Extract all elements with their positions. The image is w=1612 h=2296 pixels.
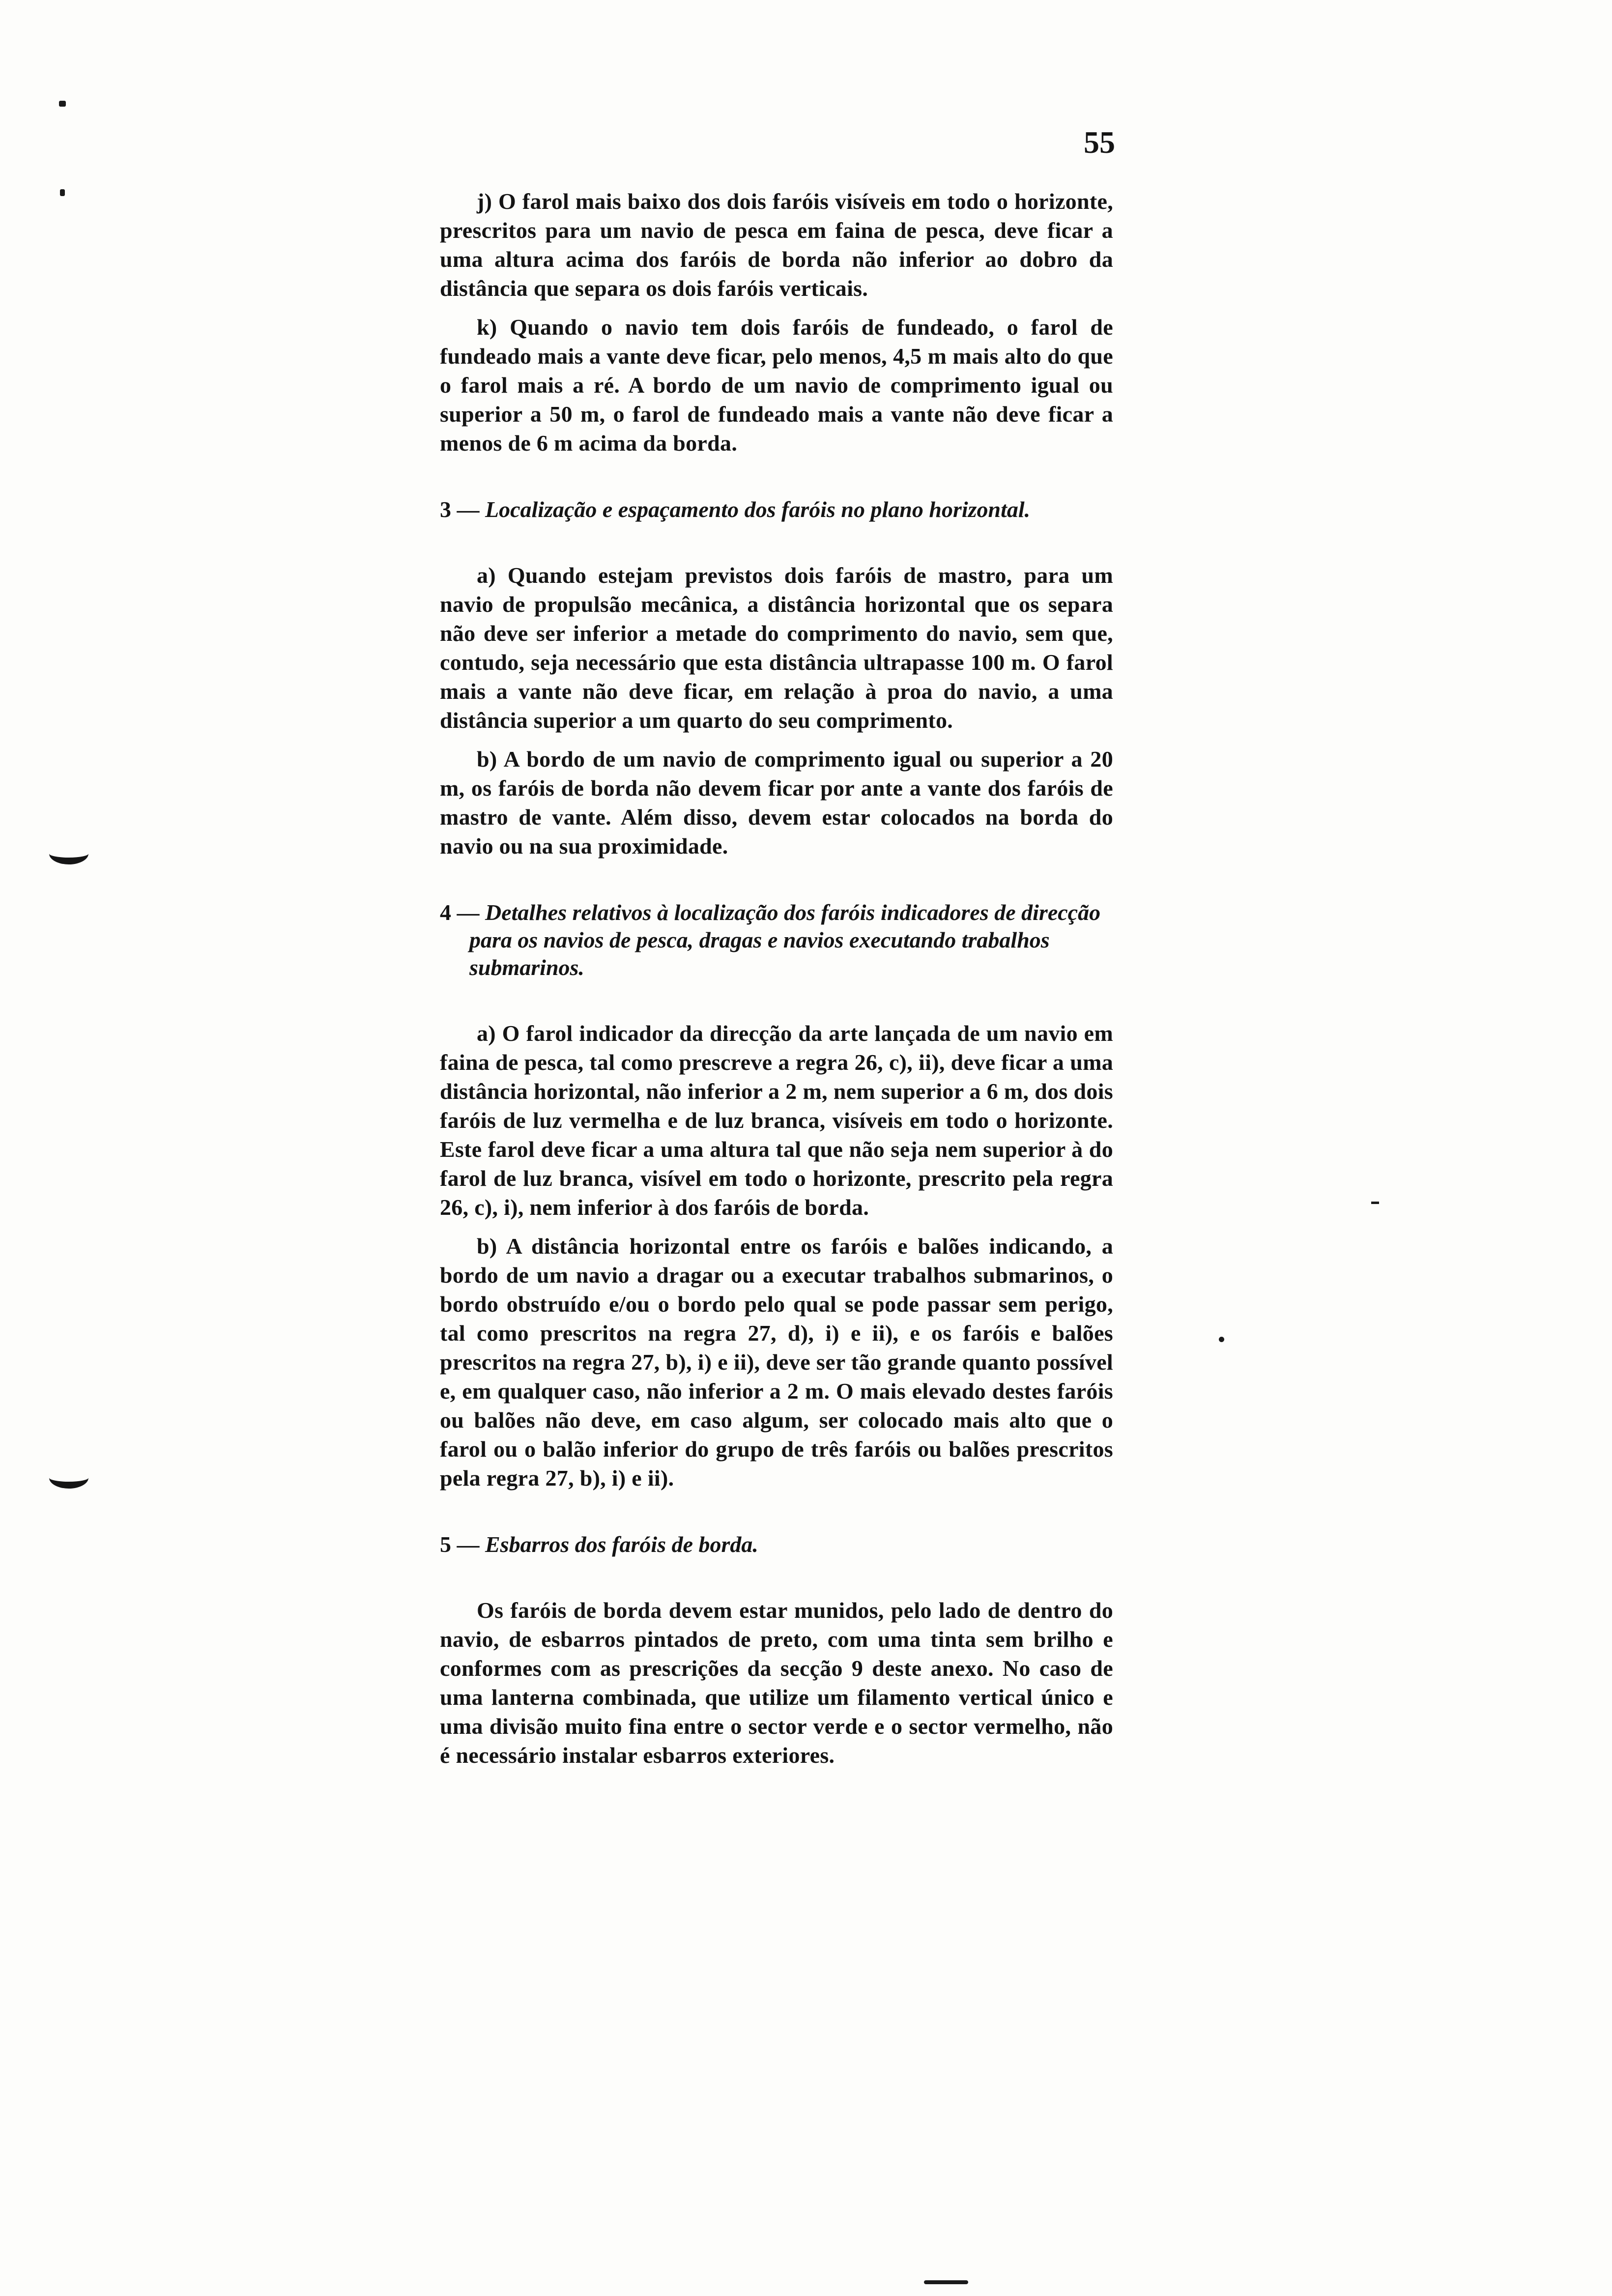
section-number: 5 — bbox=[440, 1532, 485, 1557]
section-number: 3 — bbox=[440, 497, 485, 522]
section-title: Localização e espaçamento dos faróis no plano horizontal. bbox=[485, 497, 1031, 522]
scan-mark bbox=[924, 2280, 968, 2284]
scan-mark bbox=[60, 189, 65, 196]
section-number: 4 — bbox=[440, 900, 485, 925]
paragraph-5: Os faróis de borda devem estar munidos, pelo lado de dentro do navio, de esbarros pintados de preto, com uma tinta sem brilho e conformes com as prescrições da secção 9 deste anexo. No caso de uma lanterna combinada, que utilize um filamento vertical único e uma divisão muito fina entre o sector verde e o sector vermelho, não é necessário instalar esbarros exteriores. bbox=[440, 1598, 1113, 1768]
section-heading-3 bbox=[440, 496, 1113, 523]
page-number: 55 bbox=[1084, 125, 1115, 160]
scan-mark bbox=[1371, 1202, 1379, 1204]
paragraph-3b: b) A bordo de um navio de comprimento igual ou superior a 20 m, os faróis de borda não devem ficar por ante a vante dos faróis de mastro de vante. Além disso, devem estar colocados na borda do navio ou na sua proximidade. bbox=[440, 746, 1113, 859]
paragraph-3a: a) Quando estejam previstos dois faróis de mastro, para um navio de propulsão mecânica, a distância horizontal que os separa não deve ser inferior a metade do comprimento do navio, sem que, contudo, seja necessário que esta distância ultrapasse 100 m. O farol mais a vante não deve ficar, em relação à proa do navio, a uma distância superior a um quarto do seu comprimento. bbox=[440, 563, 1113, 733]
section-title: Esbarros dos faróis de borda. bbox=[485, 1532, 758, 1557]
paragraph-k: k) Quando o navio tem dois faróis de fundeado, o farol de fundeado mais a vante deve ficar, pelo menos, 4,5 m mais alto do que o farol mais a ré. A bordo de um navio de comprimento igual ou superior a 50 m, o farol de fundeado mais a vante não deve ficar a menos de 6 m acima da borda. bbox=[440, 315, 1113, 456]
section-heading-4 bbox=[440, 899, 1113, 981]
paragraph-4a: a) O farol indicador da direcção da arte lançada de um navio em faina de pesca, tal como prescreve a regra 26, c), ii), deve ficar a uma distância horizontal, não inferior a 2 m, nem superior a 6 m, dos dois faróis de luz vermelha e de luz branca, visíveis em todo o horizonte. Este farol deve ficar a uma altura tal que não seja nem superior à do farol de luz branca, visível em todo o horizonte, prescrito pela regra 26, c), i), nem inferior à dos faróis de borda. bbox=[440, 1021, 1113, 1220]
scan-mark bbox=[59, 101, 66, 107]
paragraph-j: j) O farol mais baixo dos dois faróis visíveis em todo o horizonte, prescritos para um navio de pesca em faina de pesca, deve ficar a uma altura acima dos faróis de borda não inferior ao dobro da distância que separa os dois faróis verticais. bbox=[440, 189, 1113, 301]
binding-notch bbox=[49, 843, 88, 864]
document-body bbox=[440, 187, 1113, 1770]
section-heading-5 bbox=[440, 1531, 1113, 1558]
section-title: Detalhes relativos à localização dos faróis indicadores de direcção para os navios de pesca, dragas e navios executando trabalhos submarinos. bbox=[469, 900, 1101, 980]
paragraph-4b: b) A distância horizontal entre os faróis e balões indicando, a bordo de um navio a dragar ou a executar trabalhos submarinos, o bordo obstruído e/ou o bordo pelo qual se pode passar sem perigo, tal como prescritos na regra 27, d), i) e ii), e os faróis e balões prescritos na regra 27, b), i) e ii), deve ser tão grande quanto possível e, em qualquer caso, não inferior a 2 m. O mais elevado destes faróis ou balões não deve, em caso algum, ser colocado mais alto que o farol ou o balão inferior do grupo de três faróis ou balões prescritos pela regra 27, b), i) e ii). bbox=[440, 1234, 1113, 1491]
binding-notch bbox=[49, 1467, 88, 1489]
scan-mark bbox=[1219, 1337, 1224, 1342]
